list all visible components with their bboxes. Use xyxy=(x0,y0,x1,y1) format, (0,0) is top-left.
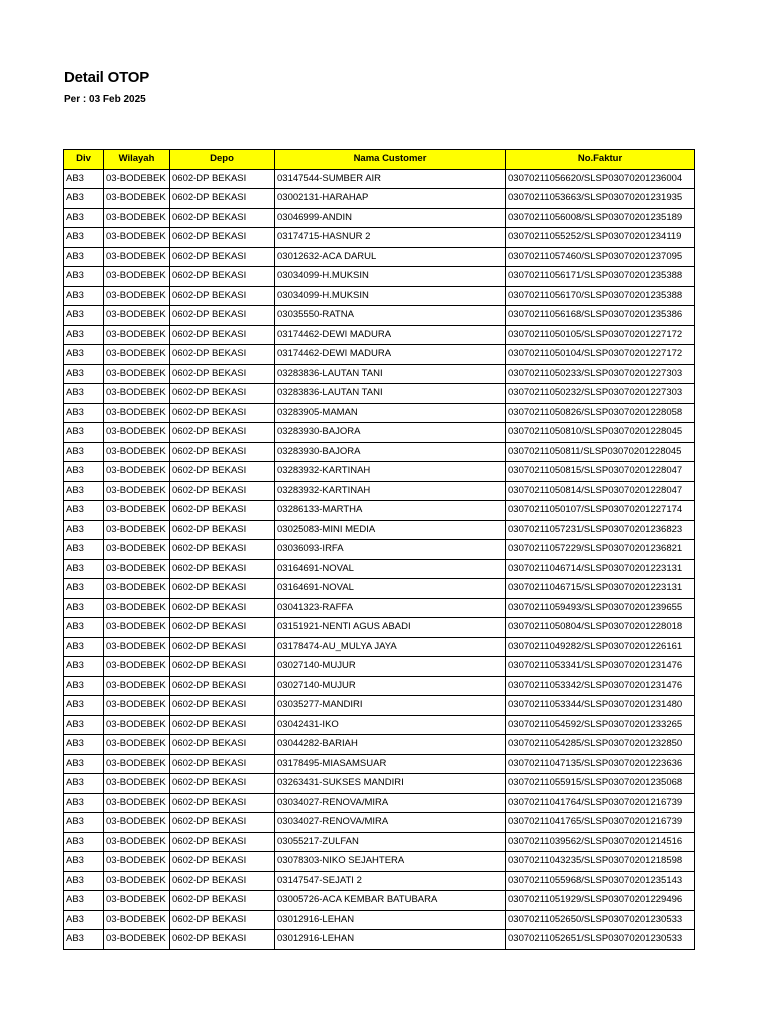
cell-wilayah: 03-BODEBEK xyxy=(104,579,170,599)
cell-depo: 0602-DP BEKASI xyxy=(170,559,275,579)
table-row xyxy=(64,462,695,482)
cell-wilayah: 03-BODEBEK xyxy=(104,715,170,735)
cell-div: AB3 xyxy=(64,208,104,228)
cell-nama-customer: 03034027-RENOVA/MIRA xyxy=(275,813,506,833)
table-row xyxy=(64,520,695,540)
table-row xyxy=(64,910,695,930)
cell-no-faktur: 03070211047135/SLSP03070201223636 xyxy=(506,754,695,774)
cell-div: AB3 xyxy=(64,930,104,950)
table-row xyxy=(64,774,695,794)
column-header-nama-customer: Nama Customer xyxy=(275,150,506,170)
cell-nama-customer: 03027140-MUJUR xyxy=(275,657,506,677)
table-row xyxy=(64,637,695,657)
cell-no-faktur: 03070211039562/SLSP03070201214516 xyxy=(506,832,695,852)
cell-wilayah: 03-BODEBEK xyxy=(104,267,170,287)
table-row xyxy=(64,228,695,248)
table-row xyxy=(64,696,695,716)
table-row xyxy=(64,891,695,911)
cell-div: AB3 xyxy=(64,540,104,560)
cell-wilayah: 03-BODEBEK xyxy=(104,520,170,540)
cell-wilayah: 03-BODEBEK xyxy=(104,618,170,638)
cell-div: AB3 xyxy=(64,403,104,423)
cell-div: AB3 xyxy=(64,189,104,209)
table-row xyxy=(64,247,695,267)
cell-wilayah: 03-BODEBEK xyxy=(104,598,170,618)
cell-nama-customer: 03151921-NENTI AGUS ABADI xyxy=(275,618,506,638)
cell-wilayah: 03-BODEBEK xyxy=(104,481,170,501)
cell-wilayah: 03-BODEBEK xyxy=(104,871,170,891)
table-row xyxy=(64,598,695,618)
cell-nama-customer: 03283932-KARTINAH xyxy=(275,481,506,501)
table-row xyxy=(64,384,695,404)
cell-no-faktur: 03070211050810/SLSP03070201228045 xyxy=(506,423,695,443)
cell-div: AB3 xyxy=(64,325,104,345)
table-row xyxy=(64,325,695,345)
cell-nama-customer: 03078303-NIKO SEJAHTERA xyxy=(275,852,506,872)
cell-div: AB3 xyxy=(64,696,104,716)
cell-nama-customer: 03283930-BAJORA xyxy=(275,423,506,443)
table-row xyxy=(64,208,695,228)
cell-nama-customer: 03012632-ACA DARUL xyxy=(275,247,506,267)
table-body xyxy=(64,169,695,949)
cell-no-faktur: 03070211059493/SLSP03070201239655 xyxy=(506,598,695,618)
cell-no-faktur: 03070211057460/SLSP03070201237095 xyxy=(506,247,695,267)
cell-nama-customer: 03263431-SUKSES MANDIRI xyxy=(275,774,506,794)
cell-div: AB3 xyxy=(64,774,104,794)
table-row xyxy=(64,423,695,443)
cell-nama-customer: 03283836-LAUTAN TANI xyxy=(275,384,506,404)
cell-wilayah: 03-BODEBEK xyxy=(104,189,170,209)
cell-wilayah: 03-BODEBEK xyxy=(104,384,170,404)
cell-nama-customer: 03055217-ZULFAN xyxy=(275,832,506,852)
cell-div: AB3 xyxy=(64,715,104,735)
cell-no-faktur: 03070211056008/SLSP03070201235189 xyxy=(506,208,695,228)
cell-depo: 0602-DP BEKASI xyxy=(170,345,275,365)
cell-depo: 0602-DP BEKASI xyxy=(170,891,275,911)
cell-div: AB3 xyxy=(64,891,104,911)
cell-nama-customer: 03042431-IKO xyxy=(275,715,506,735)
cell-depo: 0602-DP BEKASI xyxy=(170,930,275,950)
cell-wilayah: 03-BODEBEK xyxy=(104,813,170,833)
cell-nama-customer: 03178495-MIASAMSUAR xyxy=(275,754,506,774)
cell-nama-customer: 03178474-AU_MULYA JAYA xyxy=(275,637,506,657)
otop-table xyxy=(63,149,695,950)
cell-wilayah: 03-BODEBEK xyxy=(104,657,170,677)
cell-no-faktur: 03070211057231/SLSP03070201236823 xyxy=(506,520,695,540)
cell-depo: 0602-DP BEKASI xyxy=(170,208,275,228)
cell-div: AB3 xyxy=(64,247,104,267)
table-row xyxy=(64,364,695,384)
column-header-div: Div xyxy=(64,150,104,170)
cell-depo: 0602-DP BEKASI xyxy=(170,501,275,521)
cell-no-faktur: 03070211050233/SLSP03070201227303 xyxy=(506,364,695,384)
cell-nama-customer: 03036093-IRFA xyxy=(275,540,506,560)
cell-depo: 0602-DP BEKASI xyxy=(170,676,275,696)
cell-div: AB3 xyxy=(64,481,104,501)
cell-no-faktur: 03070211049282/SLSP03070201226161 xyxy=(506,637,695,657)
table-row xyxy=(64,793,695,813)
cell-wilayah: 03-BODEBEK xyxy=(104,325,170,345)
cell-nama-customer: 03046999-ANDIN xyxy=(275,208,506,228)
cell-div: AB3 xyxy=(64,169,104,189)
cell-wilayah: 03-BODEBEK xyxy=(104,852,170,872)
cell-wilayah: 03-BODEBEK xyxy=(104,793,170,813)
cell-depo: 0602-DP BEKASI xyxy=(170,735,275,755)
cell-nama-customer: 03283930-BAJORA xyxy=(275,442,506,462)
cell-nama-customer: 03034027-RENOVA/MIRA xyxy=(275,793,506,813)
cell-no-faktur: 03070211056171/SLSP03070201235388 xyxy=(506,267,695,287)
cell-wilayah: 03-BODEBEK xyxy=(104,306,170,326)
cell-no-faktur: 03070211046714/SLSP03070201223131 xyxy=(506,559,695,579)
cell-div: AB3 xyxy=(64,442,104,462)
cell-depo: 0602-DP BEKASI xyxy=(170,481,275,501)
cell-depo: 0602-DP BEKASI xyxy=(170,325,275,345)
cell-no-faktur: 03070211041764/SLSP03070201216739 xyxy=(506,793,695,813)
cell-wilayah: 03-BODEBEK xyxy=(104,247,170,267)
cell-depo: 0602-DP BEKASI xyxy=(170,286,275,306)
cell-no-faktur: 03070211050107/SLSP03070201227174 xyxy=(506,501,695,521)
cell-wilayah: 03-BODEBEK xyxy=(104,423,170,443)
page-title: Detail OTOP xyxy=(64,69,150,86)
cell-depo: 0602-DP BEKASI xyxy=(170,169,275,189)
cell-no-faktur: 03070211041765/SLSP03070201216739 xyxy=(506,813,695,833)
cell-nama-customer: 03035550-RATNA xyxy=(275,306,506,326)
cell-depo: 0602-DP BEKASI xyxy=(170,442,275,462)
cell-div: AB3 xyxy=(64,637,104,657)
cell-depo: 0602-DP BEKASI xyxy=(170,637,275,657)
table-row xyxy=(64,481,695,501)
cell-no-faktur: 03070211050232/SLSP03070201227303 xyxy=(506,384,695,404)
cell-depo: 0602-DP BEKASI xyxy=(170,579,275,599)
cell-no-faktur: 03070211051929/SLSP03070201229496 xyxy=(506,891,695,911)
table-row xyxy=(64,442,695,462)
cell-wilayah: 03-BODEBEK xyxy=(104,559,170,579)
cell-depo: 0602-DP BEKASI xyxy=(170,364,275,384)
cell-depo: 0602-DP BEKASI xyxy=(170,540,275,560)
table-row xyxy=(64,501,695,521)
cell-no-faktur: 03070211046715/SLSP03070201223131 xyxy=(506,579,695,599)
cell-depo: 0602-DP BEKASI xyxy=(170,618,275,638)
cell-wilayah: 03-BODEBEK xyxy=(104,403,170,423)
cell-div: AB3 xyxy=(64,871,104,891)
cell-no-faktur: 03070211053342/SLSP03070201231476 xyxy=(506,676,695,696)
table-row xyxy=(64,169,695,189)
cell-nama-customer: 03283905-MAMAN xyxy=(275,403,506,423)
cell-wilayah: 03-BODEBEK xyxy=(104,442,170,462)
cell-wilayah: 03-BODEBEK xyxy=(104,286,170,306)
cell-nama-customer: 03174462-DEWI MADURA xyxy=(275,345,506,365)
cell-depo: 0602-DP BEKASI xyxy=(170,852,275,872)
cell-div: AB3 xyxy=(64,793,104,813)
cell-depo: 0602-DP BEKASI xyxy=(170,247,275,267)
cell-depo: 0602-DP BEKASI xyxy=(170,423,275,443)
cell-div: AB3 xyxy=(64,754,104,774)
cell-no-faktur: 03070211053663/SLSP03070201231935 xyxy=(506,189,695,209)
cell-nama-customer: 03283932-KARTINAH xyxy=(275,462,506,482)
cell-no-faktur: 03070211052650/SLSP03070201230533 xyxy=(506,910,695,930)
cell-no-faktur: 03070211052651/SLSP03070201230533 xyxy=(506,930,695,950)
cell-wilayah: 03-BODEBEK xyxy=(104,910,170,930)
cell-no-faktur: 03070211043235/SLSP03070201218598 xyxy=(506,852,695,872)
cell-nama-customer: 03174715-HASNUR 2 xyxy=(275,228,506,248)
cell-depo: 0602-DP BEKASI xyxy=(170,774,275,794)
cell-nama-customer: 03147544-SUMBER AIR xyxy=(275,169,506,189)
table-row xyxy=(64,676,695,696)
cell-depo: 0602-DP BEKASI xyxy=(170,520,275,540)
cell-div: AB3 xyxy=(64,306,104,326)
cell-nama-customer: 03164691-NOVAL xyxy=(275,559,506,579)
table-row xyxy=(64,286,695,306)
cell-depo: 0602-DP BEKASI xyxy=(170,598,275,618)
cell-depo: 0602-DP BEKASI xyxy=(170,813,275,833)
cell-wilayah: 03-BODEBEK xyxy=(104,930,170,950)
cell-no-faktur: 03070211050105/SLSP03070201227172 xyxy=(506,325,695,345)
column-header-no-faktur: No.Faktur xyxy=(506,150,695,170)
cell-depo: 0602-DP BEKASI xyxy=(170,754,275,774)
cell-div: AB3 xyxy=(64,676,104,696)
cell-no-faktur: 03070211053344/SLSP03070201231480 xyxy=(506,696,695,716)
table-row xyxy=(64,852,695,872)
table-row xyxy=(64,579,695,599)
cell-nama-customer: 03025083-MINI MEDIA xyxy=(275,520,506,540)
cell-nama-customer: 03002131-HARAHAP xyxy=(275,189,506,209)
table-row xyxy=(64,306,695,326)
cell-depo: 0602-DP BEKASI xyxy=(170,715,275,735)
cell-div: AB3 xyxy=(64,735,104,755)
table-row xyxy=(64,559,695,579)
table-row xyxy=(64,735,695,755)
table-row xyxy=(64,403,695,423)
cell-nama-customer: 03147547-SEJATI 2 xyxy=(275,871,506,891)
table-row xyxy=(64,345,695,365)
cell-wilayah: 03-BODEBEK xyxy=(104,345,170,365)
cell-wilayah: 03-BODEBEK xyxy=(104,228,170,248)
cell-div: AB3 xyxy=(64,832,104,852)
cell-no-faktur: 03070211050104/SLSP03070201227172 xyxy=(506,345,695,365)
cell-nama-customer: 03164691-NOVAL xyxy=(275,579,506,599)
cell-div: AB3 xyxy=(64,579,104,599)
cell-div: AB3 xyxy=(64,501,104,521)
cell-depo: 0602-DP BEKASI xyxy=(170,228,275,248)
cell-nama-customer: 03012916-LEHAN xyxy=(275,910,506,930)
cell-wilayah: 03-BODEBEK xyxy=(104,501,170,521)
cell-nama-customer: 03044282-BARIAH xyxy=(275,735,506,755)
cell-div: AB3 xyxy=(64,598,104,618)
cell-no-faktur: 03070211055915/SLSP03070201235068 xyxy=(506,774,695,794)
cell-div: AB3 xyxy=(64,423,104,443)
cell-depo: 0602-DP BEKASI xyxy=(170,871,275,891)
cell-no-faktur: 03070211050814/SLSP03070201228047 xyxy=(506,481,695,501)
cell-depo: 0602-DP BEKASI xyxy=(170,910,275,930)
cell-div: AB3 xyxy=(64,520,104,540)
cell-no-faktur: 03070211054285/SLSP03070201232850 xyxy=(506,735,695,755)
cell-no-faktur: 03070211050815/SLSP03070201228047 xyxy=(506,462,695,482)
cell-nama-customer: 03174462-DEWI MADURA xyxy=(275,325,506,345)
cell-nama-customer: 03286133-MARTHA xyxy=(275,501,506,521)
column-header-depo: Depo xyxy=(170,150,275,170)
report-date: Per : 03 Feb 2025 xyxy=(64,94,146,105)
cell-div: AB3 xyxy=(64,228,104,248)
table-row xyxy=(64,189,695,209)
cell-depo: 0602-DP BEKASI xyxy=(170,696,275,716)
cell-no-faktur: 03070211053341/SLSP03070201231476 xyxy=(506,657,695,677)
cell-wilayah: 03-BODEBEK xyxy=(104,676,170,696)
cell-wilayah: 03-BODEBEK xyxy=(104,891,170,911)
cell-depo: 0602-DP BEKASI xyxy=(170,793,275,813)
cell-nama-customer: 03027140-MUJUR xyxy=(275,676,506,696)
cell-no-faktur: 03070211050804/SLSP03070201228018 xyxy=(506,618,695,638)
cell-div: AB3 xyxy=(64,657,104,677)
table-row xyxy=(64,871,695,891)
cell-wilayah: 03-BODEBEK xyxy=(104,364,170,384)
cell-div: AB3 xyxy=(64,852,104,872)
cell-div: AB3 xyxy=(64,384,104,404)
cell-wilayah: 03-BODEBEK xyxy=(104,169,170,189)
cell-nama-customer: 03034099-H.MUKSIN xyxy=(275,267,506,287)
cell-div: AB3 xyxy=(64,345,104,365)
table-row xyxy=(64,930,695,950)
cell-wilayah: 03-BODEBEK xyxy=(104,696,170,716)
cell-depo: 0602-DP BEKASI xyxy=(170,384,275,404)
cell-div: AB3 xyxy=(64,286,104,306)
table-row xyxy=(64,813,695,833)
cell-nama-customer: 03034099-H.MUKSIN xyxy=(275,286,506,306)
cell-depo: 0602-DP BEKASI xyxy=(170,306,275,326)
column-header-wilayah: Wilayah xyxy=(104,150,170,170)
cell-wilayah: 03-BODEBEK xyxy=(104,735,170,755)
cell-div: AB3 xyxy=(64,267,104,287)
cell-div: AB3 xyxy=(64,910,104,930)
table-row xyxy=(64,715,695,735)
table-row xyxy=(64,657,695,677)
cell-no-faktur: 03070211054592/SLSP03070201233265 xyxy=(506,715,695,735)
cell-wilayah: 03-BODEBEK xyxy=(104,832,170,852)
table-row xyxy=(64,267,695,287)
cell-div: AB3 xyxy=(64,813,104,833)
cell-depo: 0602-DP BEKASI xyxy=(170,462,275,482)
cell-wilayah: 03-BODEBEK xyxy=(104,754,170,774)
cell-no-faktur: 03070211056170/SLSP03070201235388 xyxy=(506,286,695,306)
cell-wilayah: 03-BODEBEK xyxy=(104,774,170,794)
cell-no-faktur: 03070211050811/SLSP03070201228045 xyxy=(506,442,695,462)
cell-no-faktur: 03070211055252/SLSP03070201234119 xyxy=(506,228,695,248)
cell-no-faktur: 03070211056168/SLSP03070201235386 xyxy=(506,306,695,326)
cell-wilayah: 03-BODEBEK xyxy=(104,208,170,228)
table-header xyxy=(64,150,695,170)
cell-div: AB3 xyxy=(64,559,104,579)
table-row xyxy=(64,540,695,560)
cell-depo: 0602-DP BEKASI xyxy=(170,657,275,677)
cell-nama-customer: 03005726-ACA KEMBAR BATUBARA xyxy=(275,891,506,911)
cell-no-faktur: 03070211056620/SLSP03070201236004 xyxy=(506,169,695,189)
table-row xyxy=(64,832,695,852)
cell-depo: 0602-DP BEKASI xyxy=(170,267,275,287)
cell-no-faktur: 03070211055968/SLSP03070201235143 xyxy=(506,871,695,891)
cell-nama-customer: 03041323-RAFFA xyxy=(275,598,506,618)
cell-nama-customer: 03283836-LAUTAN TANI xyxy=(275,364,506,384)
cell-no-faktur: 03070211057229/SLSP03070201236821 xyxy=(506,540,695,560)
cell-div: AB3 xyxy=(64,618,104,638)
cell-wilayah: 03-BODEBEK xyxy=(104,540,170,560)
cell-depo: 0602-DP BEKASI xyxy=(170,403,275,423)
cell-wilayah: 03-BODEBEK xyxy=(104,637,170,657)
table-row xyxy=(64,618,695,638)
cell-div: AB3 xyxy=(64,364,104,384)
cell-nama-customer: 03012916-LEHAN xyxy=(275,930,506,950)
cell-nama-customer: 03035277-MANDIRI xyxy=(275,696,506,716)
table-row xyxy=(64,754,695,774)
header-row xyxy=(64,150,695,170)
cell-depo: 0602-DP BEKASI xyxy=(170,189,275,209)
cell-wilayah: 03-BODEBEK xyxy=(104,462,170,482)
cell-no-faktur: 03070211050826/SLSP03070201228058 xyxy=(506,403,695,423)
cell-depo: 0602-DP BEKASI xyxy=(170,832,275,852)
cell-div: AB3 xyxy=(64,462,104,482)
